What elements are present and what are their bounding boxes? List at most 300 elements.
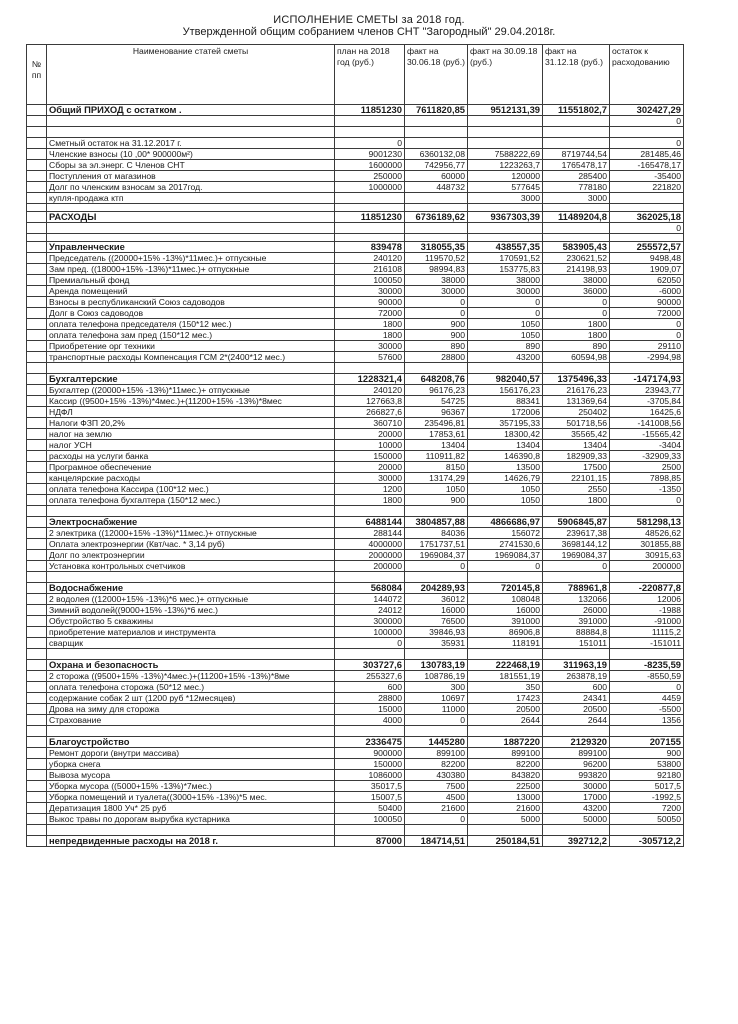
fact-december-value: 216176,23 — [543, 385, 610, 396]
fact-december-value: 3000 — [543, 193, 610, 204]
table-row — [27, 748, 684, 759]
item-name: Выкос травы по дорогам вырубка кустарника — [47, 814, 335, 825]
fact-december-value: 24341 — [543, 693, 610, 704]
remainder-value: -91000 — [610, 616, 684, 627]
plan-value: 100000 — [335, 627, 405, 638]
table-row — [27, 759, 684, 770]
fact-september-value: 2741530,6 — [468, 539, 543, 550]
item-name — [47, 234, 335, 242]
plan-value: 240120 — [335, 253, 405, 264]
table-row — [27, 550, 684, 561]
fact-september-value: 13000 — [468, 792, 543, 803]
item-name: канцелярские расходы — [47, 473, 335, 484]
row-number — [27, 286, 47, 297]
fact-september-value: 172006 — [468, 407, 543, 418]
fact-december-value: 26000 — [543, 605, 610, 616]
item-name: оплата телефона зам пред (150*12 мес.) — [47, 330, 335, 341]
plan-value — [335, 825, 405, 836]
item-name — [47, 726, 335, 737]
row-number — [27, 704, 47, 715]
fact-december-value: 43200 — [543, 803, 610, 814]
fact-september-value: 153775,83 — [468, 264, 543, 275]
plan-value: 15000 — [335, 704, 405, 715]
fact-december-value: 88884,8 — [543, 627, 610, 638]
remainder-value: 0 — [610, 330, 684, 341]
fact-june-value: 119570,52 — [405, 253, 468, 264]
fact-september-value: 156176,23 — [468, 385, 543, 396]
fact-september-value: 1050 — [468, 330, 543, 341]
plan-value: 0 — [335, 138, 405, 149]
item-name: налог на землю — [47, 429, 335, 440]
item-name: Долг в Союз садоводов — [47, 308, 335, 319]
plan-value: 150000 — [335, 759, 405, 770]
fact-june-value — [405, 726, 468, 737]
remainder-value: 11115,2 — [610, 627, 684, 638]
row-number — [27, 308, 47, 319]
fact-december-value — [543, 138, 610, 149]
fact-june-value: 82200 — [405, 759, 468, 770]
fact-december-value: 13404 — [543, 440, 610, 451]
item-name: 2 водолея ((12000+15% -13%)*6 мес.)+ отпускные — [47, 594, 335, 605]
fact-december-value: 788961,8 — [543, 583, 610, 594]
table-row — [27, 385, 684, 396]
table-row — [27, 319, 684, 330]
plan-value: 28800 — [335, 693, 405, 704]
plan-value: 11851230 — [335, 105, 405, 116]
fact-june-value: 3804857,88 — [405, 517, 468, 528]
plan-value: 30000 — [335, 341, 405, 352]
item-name: Взносы в республиканский Союз садоводов — [47, 297, 335, 308]
fact-december-value: 214198,93 — [543, 264, 610, 275]
fact-june-value: 60000 — [405, 171, 468, 182]
fact-september-value: 14626,79 — [468, 473, 543, 484]
fact-september-value: 43200 — [468, 352, 543, 363]
row-number — [27, 517, 47, 528]
remainder-value: 581298,13 — [610, 517, 684, 528]
fact-december-value — [543, 572, 610, 583]
item-name: налог УСН — [47, 440, 335, 451]
plan-value: 100050 — [335, 814, 405, 825]
row-number — [27, 330, 47, 341]
fact-december-value: 0 — [543, 297, 610, 308]
row-number — [27, 160, 47, 171]
table-header-row — [27, 45, 684, 105]
fact-september-value: 1223263,7 — [468, 160, 543, 171]
fact-june-value: 28800 — [405, 352, 468, 363]
fact-december-value: 5906845,87 — [543, 517, 610, 528]
fact-december-value: 11489204,8 — [543, 212, 610, 223]
fact-june-value: 54725 — [405, 396, 468, 407]
row-number — [27, 682, 47, 693]
table-row — [27, 561, 684, 572]
item-name — [47, 572, 335, 583]
row-number — [27, 462, 47, 473]
table-row — [27, 682, 684, 693]
fact-december-value: 239617,38 — [543, 528, 610, 539]
remainder-value: -2994,98 — [610, 352, 684, 363]
fact-june-value: 16000 — [405, 605, 468, 616]
fact-september-value: 18300,42 — [468, 429, 543, 440]
fact-december-value: 17500 — [543, 462, 610, 473]
fact-june-value: 1050 — [405, 484, 468, 495]
plan-value: 4000000 — [335, 539, 405, 550]
row-number — [27, 116, 47, 127]
table-row — [27, 594, 684, 605]
plan-value: 1800 — [335, 330, 405, 341]
fact-december-value: 17000 — [543, 792, 610, 803]
fact-december-value — [543, 825, 610, 836]
item-name: Благоустройство — [47, 737, 335, 748]
item-name: Оплата электроэнергии (Квт/час. * 3,14 руб) — [47, 539, 335, 550]
fact-september-value: 17423 — [468, 693, 543, 704]
plan-value: 300000 — [335, 616, 405, 627]
item-name: Уборка помещений и туалета((3000+15% -13%)*5 мес. — [47, 792, 335, 803]
fact-june-value — [405, 234, 468, 242]
fact-december-value: 8719744,54 — [543, 149, 610, 160]
fact-june-value: 300 — [405, 682, 468, 693]
item-name — [47, 127, 335, 138]
plan-value: 1800 — [335, 495, 405, 506]
fact-september-value: 577645 — [468, 182, 543, 193]
spacer-row — [27, 363, 684, 374]
table-row — [27, 462, 684, 473]
remainder-value — [610, 649, 684, 660]
column-header-fact-december: факт на 31.12.18 (руб.) — [543, 45, 610, 105]
spacer-row — [27, 649, 684, 660]
fact-december-value: 30000 — [543, 781, 610, 792]
row-number — [27, 561, 47, 572]
row-number — [27, 264, 47, 275]
fact-december-value: 35565,42 — [543, 429, 610, 440]
row-number — [27, 149, 47, 160]
remainder-value — [610, 726, 684, 737]
table-row — [27, 330, 684, 341]
fact-september-value: 3000 — [468, 193, 543, 204]
fact-june-value: 1969084,37 — [405, 550, 468, 561]
row-number — [27, 407, 47, 418]
fact-september-value — [468, 726, 543, 737]
fact-june-value: 430380 — [405, 770, 468, 781]
section-total-row — [27, 660, 684, 671]
plan-value: 288144 — [335, 528, 405, 539]
fact-june-value — [405, 649, 468, 660]
row-number — [27, 341, 47, 352]
row-number — [27, 649, 47, 660]
item-name: Управленческие — [47, 242, 335, 253]
plan-value — [335, 193, 405, 204]
fact-december-value: 20500 — [543, 704, 610, 715]
remainder-value: 50050 — [610, 814, 684, 825]
plan-value — [335, 127, 405, 138]
remainder-value: 16425,6 — [610, 407, 684, 418]
item-name: Электроснабжение — [47, 517, 335, 528]
remainder-value — [610, 825, 684, 836]
item-name: оплата телефона сторожа (50*12 мес.) — [47, 682, 335, 693]
table-row — [27, 352, 684, 363]
row-number — [27, 759, 47, 770]
fact-september-value: 9512131,39 — [468, 105, 543, 116]
remainder-value: 207155 — [610, 737, 684, 748]
section-total-row — [27, 737, 684, 748]
row-number — [27, 660, 47, 671]
table-row — [27, 308, 684, 319]
spacer-row — [27, 204, 684, 212]
fact-december-value: 60594,98 — [543, 352, 610, 363]
fact-september-value: 120000 — [468, 171, 543, 182]
item-name — [47, 204, 335, 212]
remainder-value: 90000 — [610, 297, 684, 308]
item-name — [47, 825, 335, 836]
row-number — [27, 234, 47, 242]
fact-december-value: 131369,64 — [543, 396, 610, 407]
fact-december-value: 1800 — [543, 319, 610, 330]
fact-june-value: 35931 — [405, 638, 468, 649]
fact-september-value: 357195,33 — [468, 418, 543, 429]
remainder-value: -15565,42 — [610, 429, 684, 440]
fact-december-value — [543, 116, 610, 127]
remainder-value: -220877,8 — [610, 583, 684, 594]
item-name: Водоснабжение — [47, 583, 335, 594]
item-name: непредвиденные расходы на 2018 г. — [47, 836, 335, 847]
fact-september-value — [468, 234, 543, 242]
item-name: 2 электрика ((12000+15% -13%)*11мес.)+ отпускные — [47, 528, 335, 539]
table-row — [27, 171, 684, 182]
table-row — [27, 704, 684, 715]
remainder-value: 53800 — [610, 759, 684, 770]
table-row — [27, 616, 684, 627]
column-header-remainder: остаток к расходованию — [610, 45, 684, 105]
remainder-value — [610, 127, 684, 138]
row-number — [27, 671, 47, 682]
item-name: Председатель ((20000+15% -13%)*11мес.)+ отпускные — [47, 253, 335, 264]
plan-value: 1600000 — [335, 160, 405, 171]
item-name — [47, 363, 335, 374]
fact-september-value: 13404 — [468, 440, 543, 451]
item-name: Страхование — [47, 715, 335, 726]
remainder-value: -1988 — [610, 605, 684, 616]
plan-value: 1000000 — [335, 182, 405, 193]
row-number — [27, 495, 47, 506]
plan-value: 144072 — [335, 594, 405, 605]
fact-september-value: 108048 — [468, 594, 543, 605]
budget-table — [26, 44, 684, 847]
remainder-value: 48526,62 — [610, 528, 684, 539]
remainder-value: 221820 — [610, 182, 684, 193]
plan-value: 1200 — [335, 484, 405, 495]
table-row — [27, 286, 684, 297]
fact-december-value: 3698144,12 — [543, 539, 610, 550]
section-total-row — [27, 374, 684, 385]
document-header — [0, 14, 738, 39]
table-row — [27, 160, 684, 171]
spacer-row — [27, 825, 684, 836]
fact-september-value: 250184,51 — [468, 836, 543, 847]
fact-september-value: 82200 — [468, 759, 543, 770]
table-row — [27, 528, 684, 539]
plan-value: 250000 — [335, 171, 405, 182]
fact-june-value: 108786,19 — [405, 671, 468, 682]
remainder-value — [610, 363, 684, 374]
item-name: уборка снега — [47, 759, 335, 770]
fact-december-value — [543, 234, 610, 242]
fact-june-value: 130783,19 — [405, 660, 468, 671]
remainder-value: 1356 — [610, 715, 684, 726]
fact-december-value — [543, 726, 610, 737]
plan-value: 30000 — [335, 473, 405, 484]
table-row — [27, 473, 684, 484]
item-name: Вывоза мусора — [47, 770, 335, 781]
remainder-value — [610, 572, 684, 583]
row-number — [27, 539, 47, 550]
remainder-value: -8550,59 — [610, 671, 684, 682]
fact-december-value: 151011 — [543, 638, 610, 649]
table-row — [27, 671, 684, 682]
fact-september-value — [468, 825, 543, 836]
fact-september-value: 9367303,39 — [468, 212, 543, 223]
fact-june-value: 38000 — [405, 275, 468, 286]
item-name: Бухгалтерские — [47, 374, 335, 385]
item-name: Сборы за эл.энерг. С Членов СНТ — [47, 160, 335, 171]
fact-september-value: 843820 — [468, 770, 543, 781]
item-name: Кассир ((9500+15% -13%)*4мес.)+(11200+15% -13%)*8мес — [47, 396, 335, 407]
fact-june-value: 76500 — [405, 616, 468, 627]
fact-june-value: 742956,77 — [405, 160, 468, 171]
row-number — [27, 429, 47, 440]
fact-june-value — [405, 127, 468, 138]
fact-december-value: 392712,2 — [543, 836, 610, 847]
fact-june-value: 30000 — [405, 286, 468, 297]
item-name: Общий ПРИХОД с остатком . — [47, 105, 335, 116]
plan-value — [335, 572, 405, 583]
item-name: Сметный остаток на 31.12.2017 г. — [47, 138, 335, 149]
table-row — [27, 275, 684, 286]
fact-september-value: 7588222,69 — [468, 149, 543, 160]
fact-june-value — [405, 506, 468, 517]
remainder-value: -1992,5 — [610, 792, 684, 803]
remainder-value: 200000 — [610, 561, 684, 572]
remainder-value: 2500 — [610, 462, 684, 473]
fact-december-value: 36000 — [543, 286, 610, 297]
fact-december-value: 501718,56 — [543, 418, 610, 429]
remainder-value: 255572,57 — [610, 242, 684, 253]
row-number — [27, 605, 47, 616]
fact-december-value: 263878,19 — [543, 671, 610, 682]
fact-september-value: 0 — [468, 297, 543, 308]
fact-december-value: 993820 — [543, 770, 610, 781]
fact-june-value: 1445280 — [405, 737, 468, 748]
plan-value: 240120 — [335, 385, 405, 396]
fact-june-value: 13174,29 — [405, 473, 468, 484]
column-header-name: Наименование статей сметы — [47, 45, 335, 105]
section-total-row — [27, 583, 684, 594]
fact-september-value: 13500 — [468, 462, 543, 473]
fact-december-value: 182909,33 — [543, 451, 610, 462]
plan-value: 1800 — [335, 319, 405, 330]
row-number — [27, 792, 47, 803]
fact-june-value: 21600 — [405, 803, 468, 814]
fact-september-value: 86906,8 — [468, 627, 543, 638]
fact-december-value — [543, 506, 610, 517]
fact-september-value — [468, 649, 543, 660]
item-name: сварщик — [47, 638, 335, 649]
spacer-row — [27, 726, 684, 737]
row-number — [27, 550, 47, 561]
plan-value: 255327,6 — [335, 671, 405, 682]
row-number — [27, 484, 47, 495]
item-name: оплата телефона председателя (150*12 мес.) — [47, 319, 335, 330]
section-total-row — [27, 212, 684, 223]
remainder-value: 23943,77 — [610, 385, 684, 396]
fact-june-value: 0 — [405, 561, 468, 572]
fact-december-value: 391000 — [543, 616, 610, 627]
fact-december-value: 583905,43 — [543, 242, 610, 253]
remainder-value: 9498,48 — [610, 253, 684, 264]
fact-december-value: 2550 — [543, 484, 610, 495]
remainder-value: -1350 — [610, 484, 684, 495]
item-name: Членские взносы (10 ,00* 900000м²) — [47, 149, 335, 160]
fact-september-value: 38000 — [468, 275, 543, 286]
fact-june-value: 900 — [405, 330, 468, 341]
row-number — [27, 638, 47, 649]
remainder-value — [610, 204, 684, 212]
fact-september-value: 350 — [468, 682, 543, 693]
row-number — [27, 726, 47, 737]
fact-june-value: 1751737,51 — [405, 539, 468, 550]
remainder-value: 0 — [610, 223, 684, 234]
fact-september-value: 181551,19 — [468, 671, 543, 682]
row-number — [27, 223, 47, 234]
fact-december-value: 0 — [543, 561, 610, 572]
item-name: Ремонт дороги (внутри массива) — [47, 748, 335, 759]
remainder-value: -3404 — [610, 440, 684, 451]
plan-value: 24012 — [335, 605, 405, 616]
document-subtitle: Утвержденной общим собранием членов СНТ "Загородный" 29.04.2018г. — [182, 26, 556, 38]
item-name: Налоги ФЗП 20,2% — [47, 418, 335, 429]
fact-june-value: 648208,76 — [405, 374, 468, 385]
table-row — [27, 253, 684, 264]
fact-june-value — [405, 138, 468, 149]
row-number — [27, 127, 47, 138]
table-row — [27, 605, 684, 616]
fact-december-value: 50000 — [543, 814, 610, 825]
fact-december-value: 132066 — [543, 594, 610, 605]
row-number — [27, 715, 47, 726]
fact-june-value: 899100 — [405, 748, 468, 759]
fact-june-value: 17853,61 — [405, 429, 468, 440]
remainder-value: -32909,33 — [610, 451, 684, 462]
item-name — [47, 506, 335, 517]
fact-june-value: 0 — [405, 297, 468, 308]
item-name: содержание собак 2 шт (1200 руб *12месяцев) — [47, 693, 335, 704]
table-row — [27, 715, 684, 726]
fact-december-value: 2129320 — [543, 737, 610, 748]
fact-september-value: 88341 — [468, 396, 543, 407]
remainder-value: 281485,46 — [610, 149, 684, 160]
fact-september-value: 1050 — [468, 495, 543, 506]
row-number — [27, 473, 47, 484]
fact-june-value: 8150 — [405, 462, 468, 473]
item-name: РАСХОДЫ — [47, 212, 335, 223]
fact-june-value — [405, 204, 468, 212]
table-row — [27, 440, 684, 451]
plan-value: 839478 — [335, 242, 405, 253]
fact-september-value: 22500 — [468, 781, 543, 792]
fact-june-value: 96367 — [405, 407, 468, 418]
row-number — [27, 374, 47, 385]
plan-value: 216108 — [335, 264, 405, 275]
fact-june-value: 7500 — [405, 781, 468, 792]
row-number — [27, 242, 47, 253]
